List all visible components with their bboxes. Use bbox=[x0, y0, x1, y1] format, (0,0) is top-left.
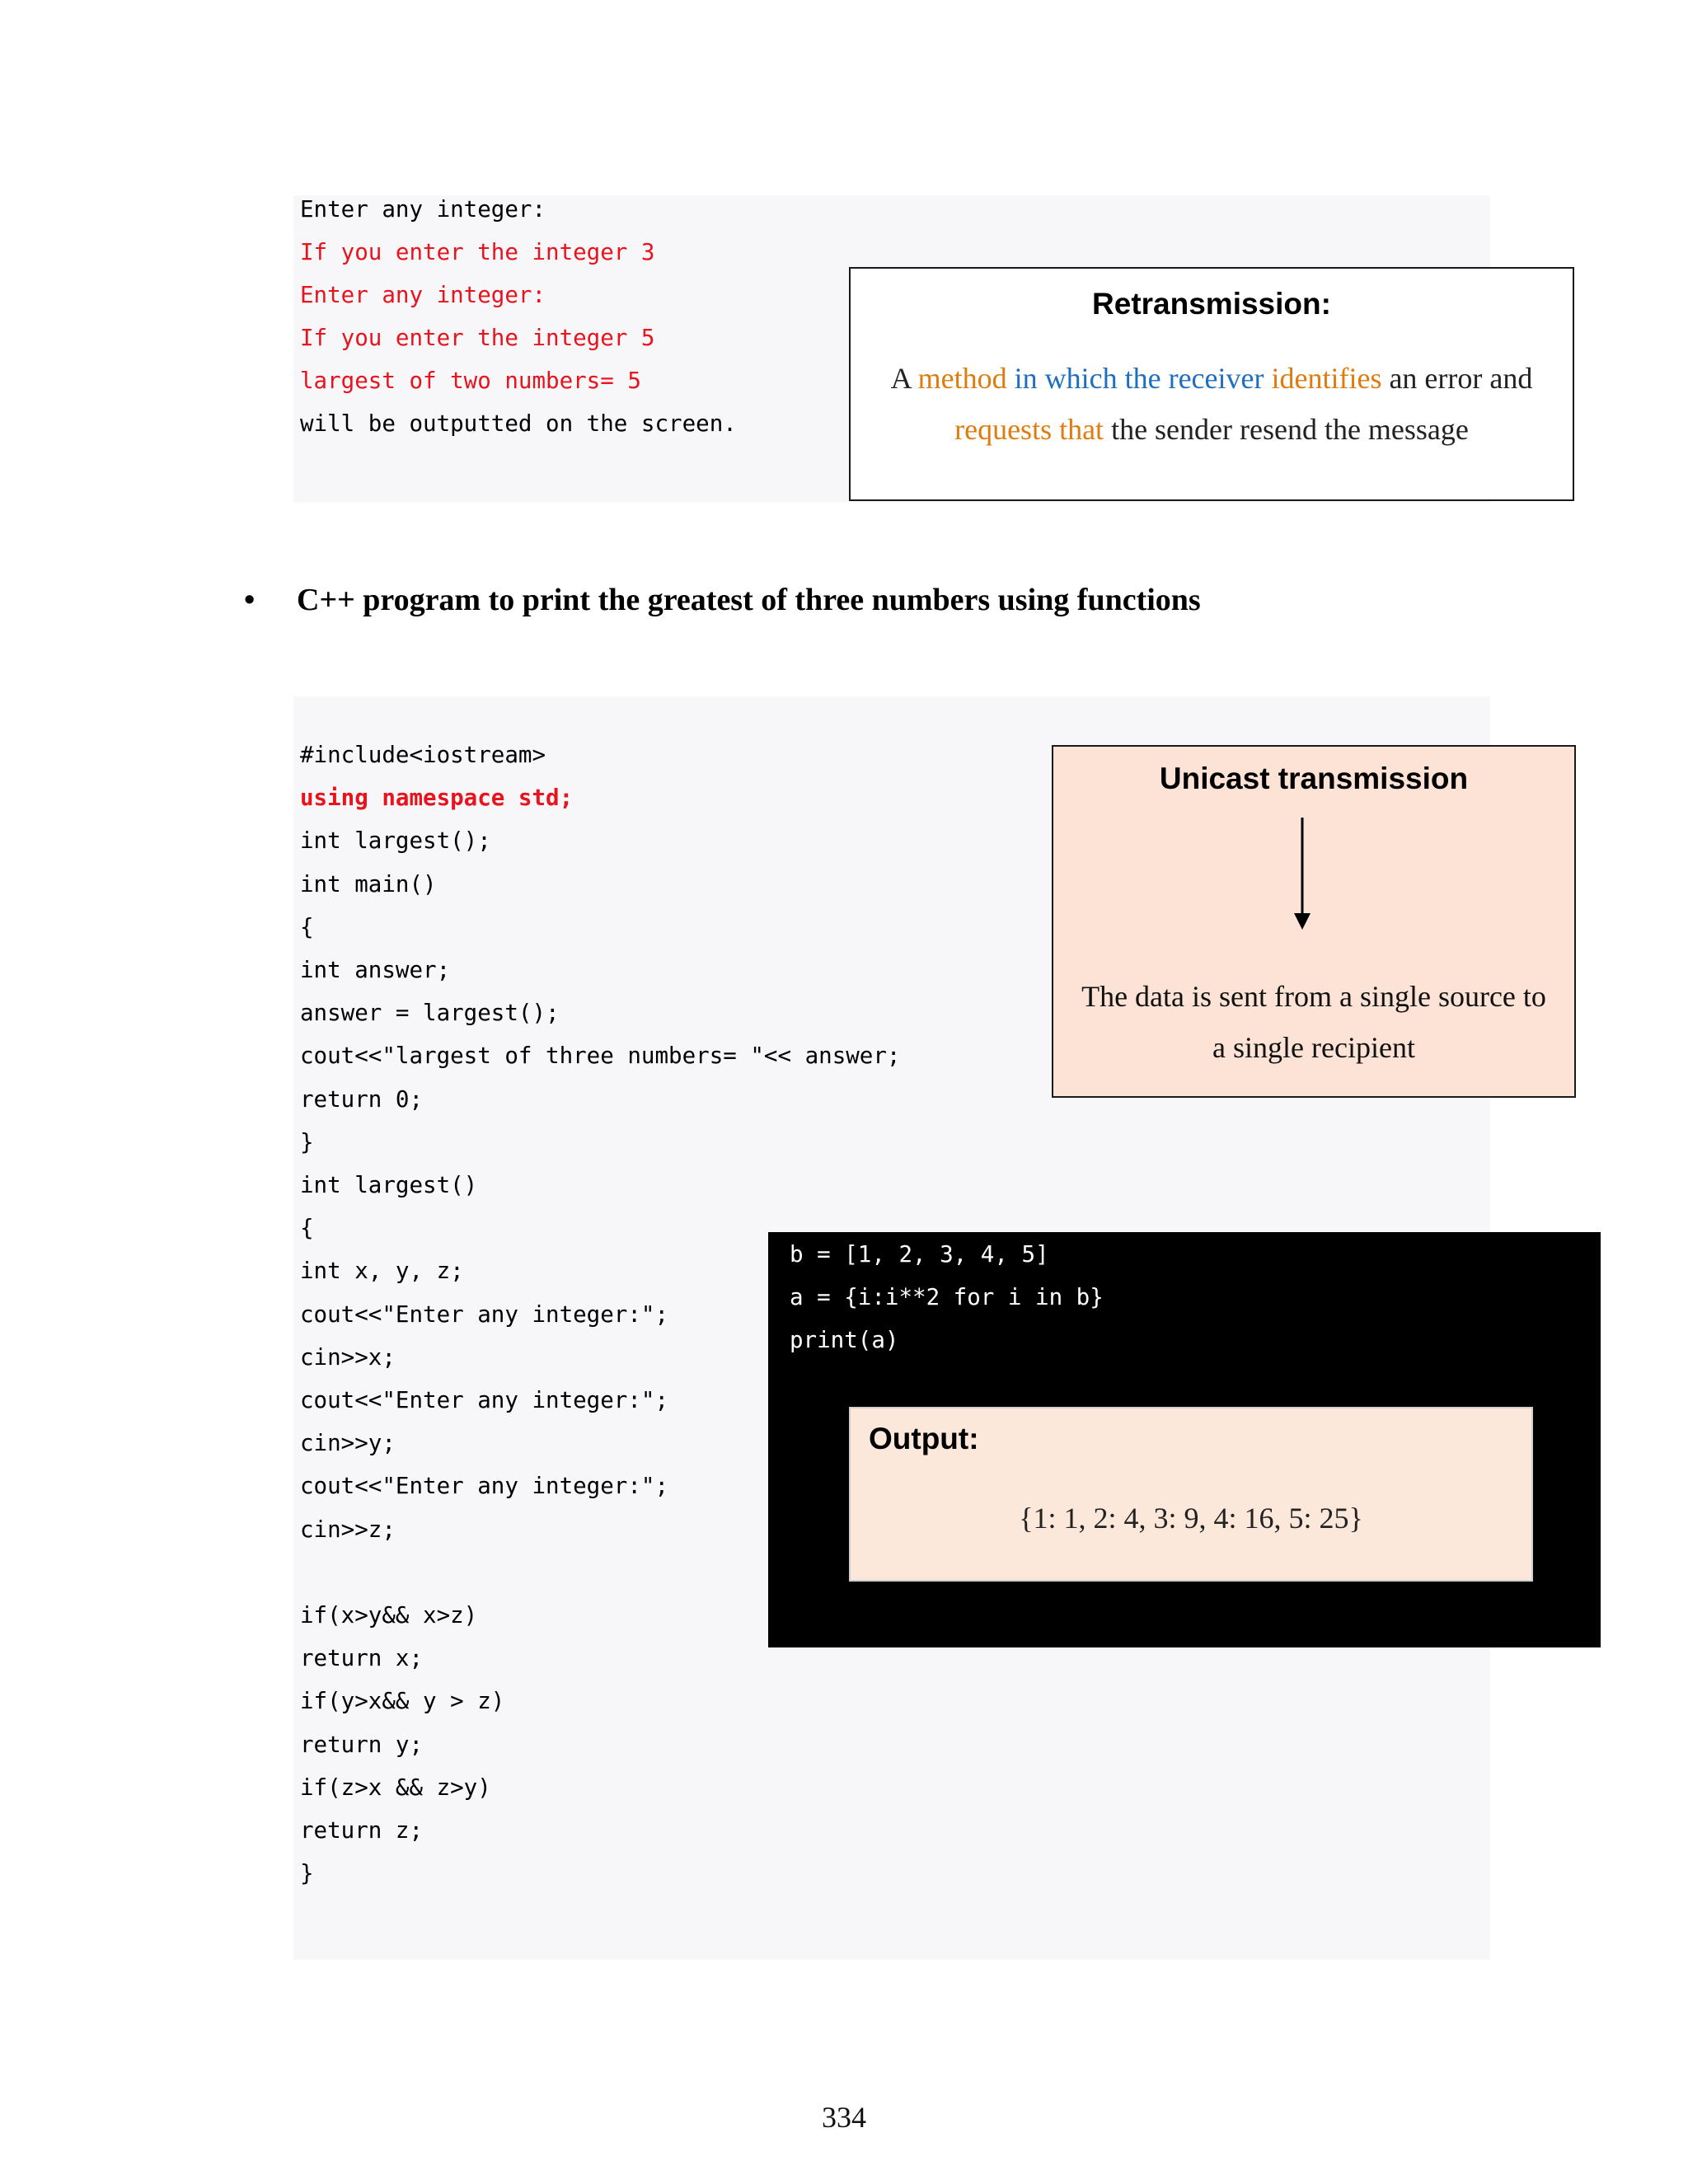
unicast-definition-box bbox=[1052, 745, 1576, 1098]
bullet-icon: • bbox=[244, 583, 256, 617]
code-line: { bbox=[300, 1215, 314, 1242]
code-line: a = {i:i**2 for i in b} bbox=[790, 1284, 1104, 1310]
code-line: print(a) bbox=[790, 1327, 899, 1353]
code-line: cout<<"Enter any integer:"; bbox=[300, 1473, 669, 1500]
code-line: return x; bbox=[300, 1645, 424, 1672]
code-line: cin>>y; bbox=[300, 1430, 396, 1457]
text-fragment: A bbox=[890, 362, 918, 395]
highlight-in-which-receiver: in which the receiver bbox=[1006, 362, 1272, 395]
code-line: b = [1, 2, 3, 4, 5] bbox=[790, 1241, 1049, 1268]
retransmission-title: Retransmission: bbox=[1092, 287, 1331, 321]
code-line: using namespace std; bbox=[300, 785, 574, 812]
code-line: int x, y, z; bbox=[300, 1258, 464, 1285]
code-line: Enter any integer: bbox=[300, 196, 546, 223]
retransmission-definition-box bbox=[849, 267, 1574, 501]
python-code-example bbox=[768, 1232, 1601, 1647]
code-line: If you enter the integer 3 bbox=[300, 239, 655, 265]
code-line: if(z>x && z>y) bbox=[300, 1774, 491, 1801]
unicast-text-line-1: The data is sent from a single source to bbox=[1081, 980, 1546, 1013]
unicast-text-line-2: a single recipient bbox=[1212, 1031, 1415, 1064]
code-line: int answer; bbox=[300, 957, 451, 983]
page-number: 334 bbox=[822, 2101, 866, 2134]
highlight-requests-that: requests that bbox=[954, 413, 1104, 446]
code-line: cout<<"largest of three numbers= "<< answer; bbox=[300, 1043, 901, 1070]
code-line: } bbox=[300, 1860, 314, 1887]
text-fragment: the sender resend the message bbox=[1104, 413, 1469, 446]
code-line: cin>>z; bbox=[300, 1516, 396, 1543]
code-line: { bbox=[300, 913, 314, 940]
code-line: } bbox=[300, 1128, 314, 1155]
arrow-down-icon bbox=[1292, 816, 1312, 931]
code-line: Enter any integer: bbox=[300, 282, 546, 308]
output-box bbox=[849, 1407, 1533, 1582]
code-line: return y; bbox=[300, 1731, 424, 1758]
unicast-title: Unicast transmission bbox=[1159, 762, 1469, 795]
code-line: return z; bbox=[300, 1817, 424, 1844]
code-line: will be outputted on the screen. bbox=[300, 410, 737, 437]
code-line: if(y>x&& y > z) bbox=[300, 1688, 505, 1715]
code-line: answer = largest(); bbox=[300, 1000, 560, 1027]
text-fragment: an error and bbox=[1381, 362, 1533, 395]
code-line: return 0; bbox=[300, 1085, 424, 1113]
retransmission-text-line-1 bbox=[851, 361, 1573, 396]
output-title: Output: bbox=[869, 1422, 979, 1455]
code-line: If you enter the integer 5 bbox=[300, 325, 655, 351]
retransmission-text-line-2 bbox=[851, 412, 1573, 447]
code-line: int main() bbox=[300, 870, 437, 898]
code-line: cin>>x; bbox=[300, 1343, 396, 1371]
code-line: int largest() bbox=[300, 1172, 478, 1198]
code-line: cout<<"Enter any integer:"; bbox=[300, 1387, 669, 1413]
code-line: if(x>y&& x>z) bbox=[300, 1602, 478, 1629]
code-line: #include<iostream> bbox=[300, 742, 546, 768]
code-line: int largest(); bbox=[300, 827, 491, 855]
highlight-method: method bbox=[917, 362, 1007, 395]
output-value: {1: 1, 2: 4, 3: 9, 4: 16, 5: 25} bbox=[1019, 1502, 1363, 1535]
heading-text: C++ program to print the greatest of three numbers using functions bbox=[297, 583, 1201, 617]
code-line: cout<<"Enter any integer:"; bbox=[300, 1301, 669, 1328]
code-line: largest of two numbers= 5 bbox=[300, 368, 641, 394]
highlight-identifies: identifies bbox=[1271, 362, 1382, 395]
